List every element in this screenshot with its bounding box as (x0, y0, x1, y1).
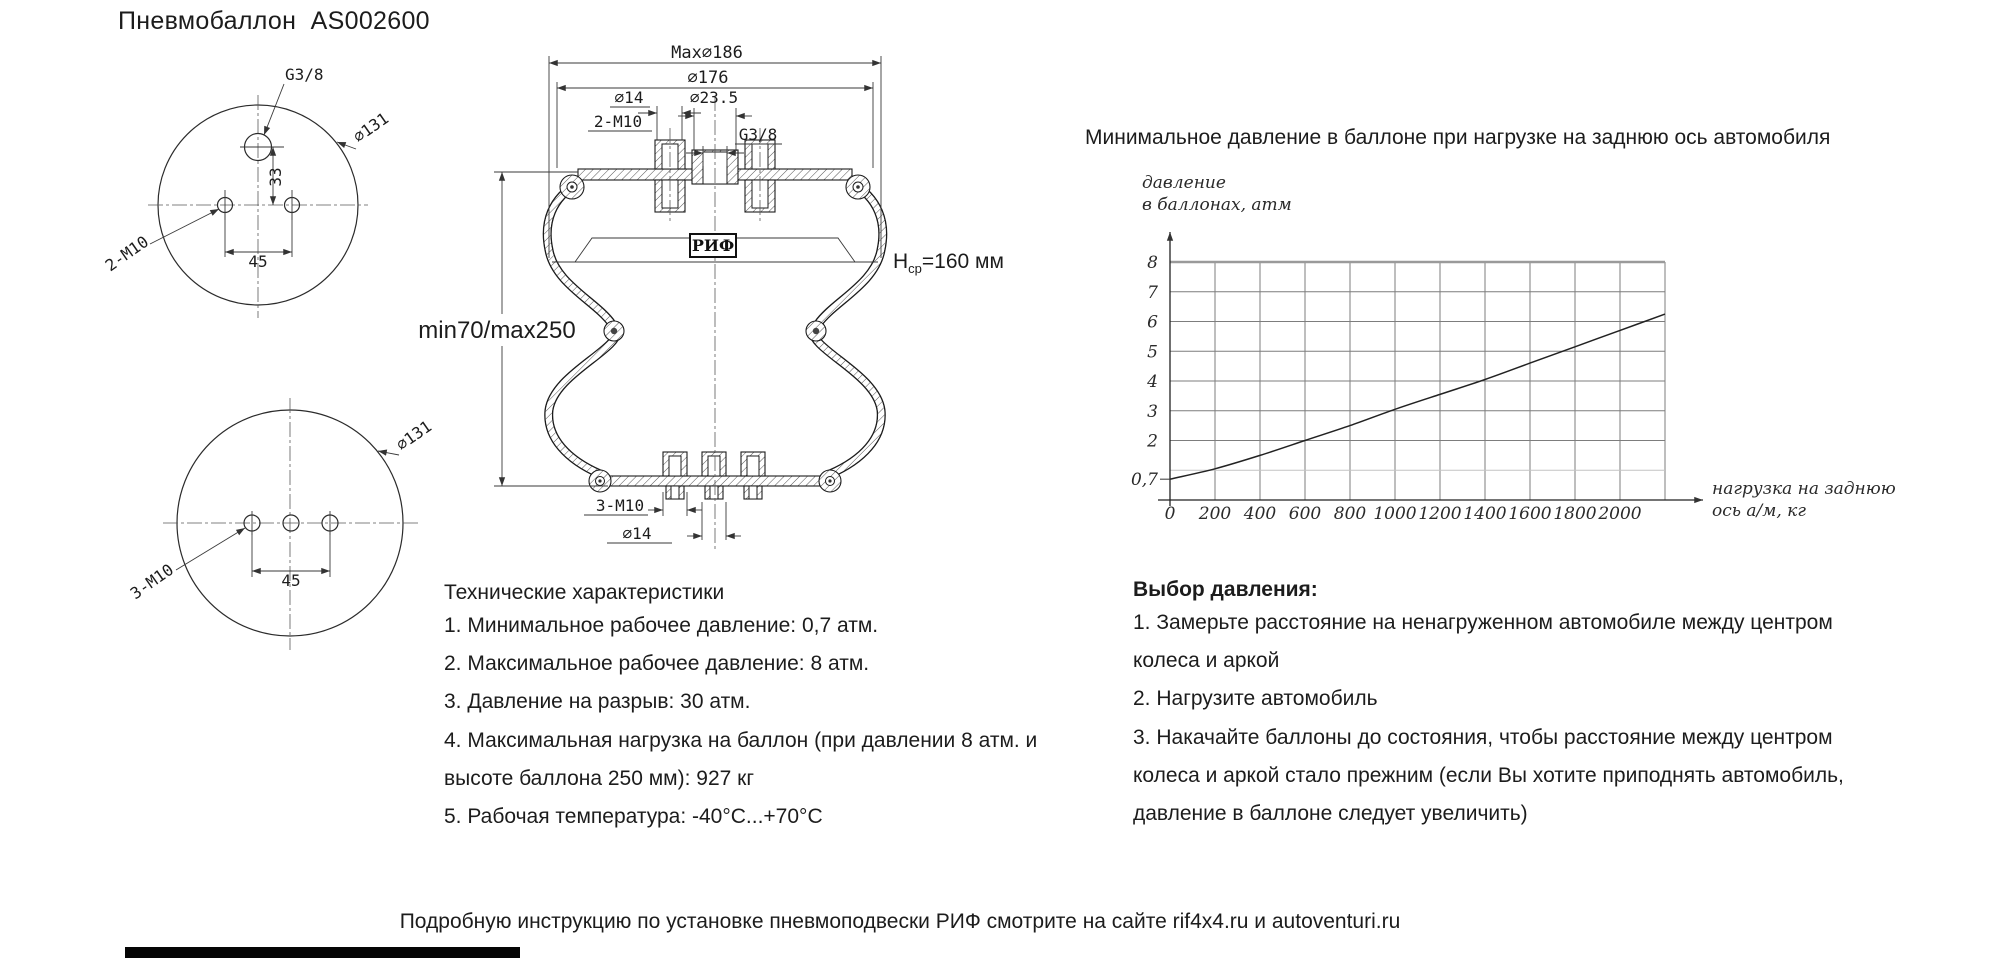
section-height-avg-label: $H_{ср}=160$ мм (893, 250, 1004, 277)
footer-note: Подробную инструкцию по установке пневмоподвески РИФ смотрите на сайте rif4x4.ru и autoventuri.ru (399, 910, 1401, 933)
spec-line: 2. Максимальное рабочее давление: 8 атм. (444, 652, 870, 676)
svg-text:1600: 1600 (1508, 504, 1552, 524)
svg-text:давление: давление (1142, 173, 1226, 193)
svg-text:0: 0 (1164, 504, 1176, 524)
svg-text:5: 5 (1147, 342, 1158, 363)
svg-text:2000: 2000 (1598, 504, 1642, 524)
chart-title: Минимальное давление в баллоне при нагрузке на заднюю ось автомобиля (1085, 126, 1831, 149)
section-bolts-top: 2-M10 (593, 112, 643, 131)
bottom-view-bolts-label: 3-M10 (126, 559, 178, 604)
top-view-drawing (102, 65, 392, 318)
pressure-line: колеса и аркой стало прежним (если Вы хотите приподнять автомобиль, (1133, 763, 1844, 787)
section-bolts-bottom: 3-M10 (595, 496, 645, 515)
svg-text:1200: 1200 (1418, 504, 1462, 524)
page-title: Пневмобаллон AS002600 (118, 7, 430, 35)
bottom-view-dim-45: 45 (281, 571, 301, 590)
svg-text:0,7: 0,7 (1130, 470, 1158, 491)
rif-logo (690, 234, 736, 257)
pressure-list (1133, 604, 1844, 833)
section-dim-176: ⌀176 (687, 68, 729, 88)
section-port-label: G3/8 (738, 125, 778, 144)
svg-text:РИФ: РИФ (691, 236, 735, 255)
bottom-view-diameter-label: ⌀131 (392, 416, 436, 455)
load-pressure-chart (1131, 173, 1896, 524)
spec-line: 5. Рабочая температура: -40°C...+70°C (444, 805, 823, 829)
spec-line: 1. Минимальное рабочее давление: 0,7 атм. (444, 614, 879, 637)
svg-text:в баллонах, атм: в баллонах, атм (1142, 195, 1292, 215)
section-dim-14-top: ⌀14 (614, 88, 644, 107)
pressure-line: 2. Нагрузите автомобиль (1133, 687, 1378, 711)
specs-heading: Технические характеристики (444, 581, 725, 604)
top-view-dim-33: 33 (266, 167, 285, 187)
svg-text:1800: 1800 (1553, 504, 1597, 524)
svg-text:3: 3 (1147, 401, 1158, 422)
top-view-dim-45: 45 (248, 252, 268, 271)
spec-line: высоте баллона 250 мм): 927 кг (444, 766, 754, 790)
pressure-line: 3. Накачайте баллоны до состояния, чтобы расстояние между центром (1133, 725, 1833, 749)
svg-text:ось а/м, кг: ось а/м, кг (1712, 501, 1806, 521)
svg-text:1400: 1400 (1463, 504, 1507, 524)
pressure-line: 1. Замерьте расстояние на ненагруженном автомобиле между центром (1133, 611, 1833, 634)
top-view-bolts-label: 2-M10 (101, 231, 153, 276)
section-dim-23-5: ⌀23.5 (689, 88, 739, 107)
pressure-heading: Выбор давления: (1133, 578, 1318, 601)
svg-text:4: 4 (1147, 372, 1158, 392)
svg-text:6: 6 (1147, 312, 1158, 333)
spec-line: 3. Давление на разрыв: 30 атм. (444, 690, 751, 714)
svg-text:400: 400 (1243, 504, 1277, 524)
svg-text:600: 600 (1288, 504, 1322, 524)
scan-artifact-bar (125, 947, 520, 958)
svg-text:8: 8 (1147, 253, 1158, 273)
svg-text:1000: 1000 (1373, 504, 1417, 524)
pressure-line: колеса и аркой (1133, 649, 1280, 673)
section-dim-max186: Max⌀186 (671, 43, 743, 63)
spec-line: 4. Максимальная нагрузка на баллон (при давлении 8 атм. и (444, 728, 1038, 752)
section-height-range: min70/max250 (418, 317, 576, 344)
svg-text:нагрузка на заднюю: нагрузка на заднюю (1712, 479, 1896, 499)
pressure-curve (1170, 314, 1665, 479)
pressure-line: давление в баллоне следует увеличить) (1133, 802, 1528, 826)
svg-text:200: 200 (1198, 504, 1232, 524)
specs-list (444, 607, 1037, 836)
bottom-view-drawing (127, 398, 435, 650)
svg-text:800: 800 (1333, 504, 1367, 524)
section-dim-14-bottom: ⌀14 (622, 524, 652, 543)
svg-text:7: 7 (1147, 282, 1158, 303)
section-drawing (418, 43, 882, 552)
top-view-port-label: G3/8 (285, 65, 324, 84)
top-view-diameter-label: ⌀131 (349, 108, 393, 147)
svg-text:2: 2 (1147, 431, 1158, 452)
